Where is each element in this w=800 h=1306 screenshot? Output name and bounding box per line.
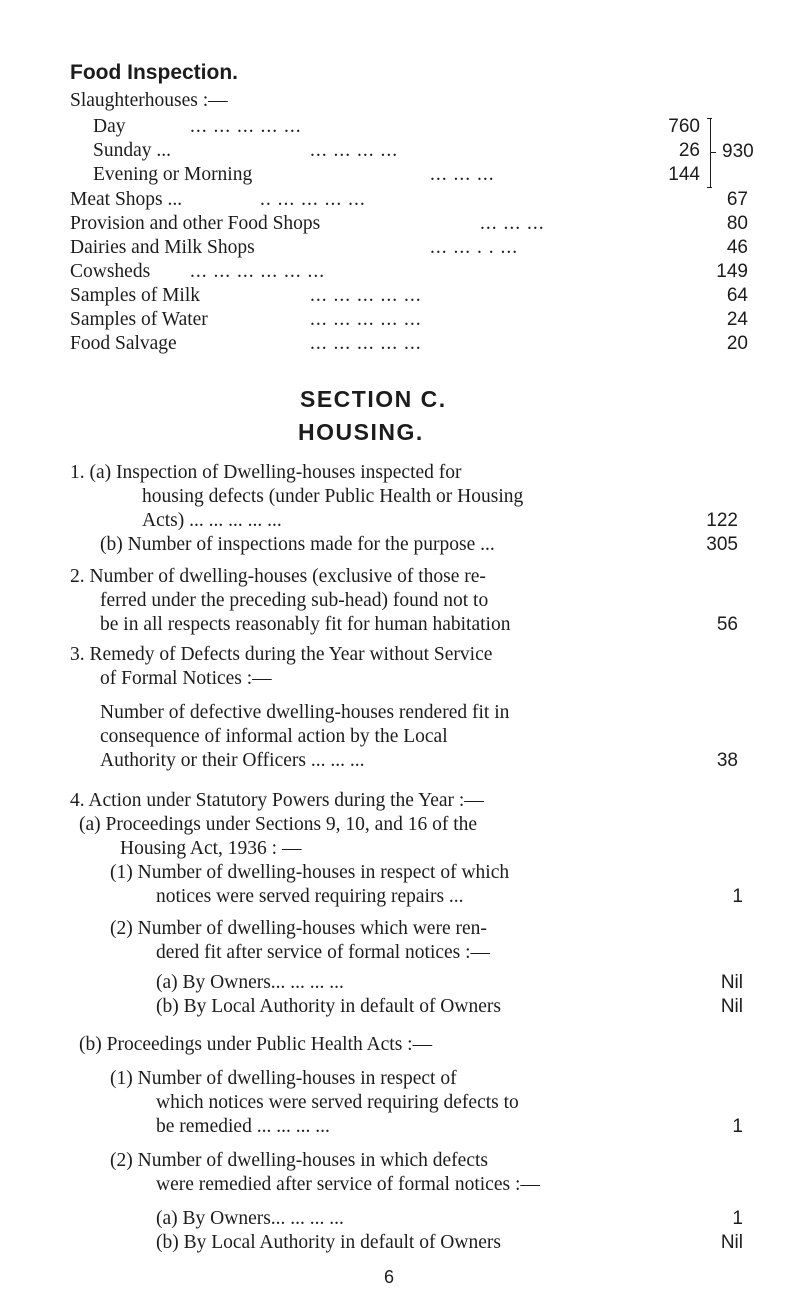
item-3-line-2: of Formal Notices :— [100,668,272,689]
item-4a1-value: 1 [732,886,743,907]
item-4b2a-value: 1 [732,1208,743,1229]
dairies-dots: ... ... . . ... [430,237,519,258]
item-4a1-line-1: (1) Number of dwelling-houses in respect of which [110,862,510,883]
item-4b1-value: 1 [732,1116,743,1137]
item-2-line-3: be in all respects reasonably fit for human habitation [100,614,511,635]
item-3-value: 38 [716,750,738,771]
page-number: 6 [384,1267,395,1287]
dairies-label: Dairies and Milk Shops [70,237,255,258]
item-4b1-line-1: (1) Number of dwelling-houses in respect of [110,1068,457,1089]
slaughter-row-evening-dots: ... ... ... [430,164,495,185]
cowsheds-label: Cowsheds [70,261,151,282]
provision-shops-label: Provision and other Food Shops [70,213,321,234]
item-4a-line-1: (a) Proceedings under Sections 9, 10, and 16 of the [79,814,478,835]
samples-water-value: 24 [726,309,748,330]
food-salvage-label: Food Salvage [70,333,177,354]
samples-milk-value: 64 [726,285,748,306]
item-4b2b-line: (b) By Local Authority in default of Owners [156,1232,501,1253]
item-4a2a-line: (a) By Owners... ... ... ... [156,972,344,993]
item-1a-line-2: housing defects (under Public Health or Housing [142,486,524,507]
item-4b2b-value: Nil [720,1232,743,1253]
item-1b-line: (b) Number of inspections made for the purpose ... [100,534,495,555]
meat-shops-label: Meat Shops ... [70,189,183,210]
samples-milk-label: Samples of Milk [70,285,200,306]
meat-shops-value: 67 [726,189,748,210]
slaughter-total-value: 930 [722,141,754,162]
item-4b-line-1: (b) Proceedings under Public Health Acts :— [79,1034,433,1055]
slaughter-row-sunday-value: 26 [678,140,700,161]
item-4b1-line-3: be remedied ... ... ... ... [156,1116,330,1137]
item-3-line-4: consequence of informal action by the Local [100,726,448,747]
slaughter-row-sunday-label: Sunday ... [93,140,171,161]
item-4b2-line-2: were remedied after service of formal notices :— [156,1174,540,1195]
slaughter-brace-point [710,152,716,153]
item-1a-line-1: 1. (a) Inspection of Dwelling-houses inspected for [70,462,462,483]
food-salvage-dots: ... ... ... ... ... [310,333,422,354]
item-3-line-3: Number of defective dwelling-houses rendered fit in [100,702,510,723]
item-1a-value: 122 [706,510,738,531]
food-salvage-value: 20 [726,333,748,354]
slaughter-row-sunday-dots: ... ... ... ... [310,140,399,161]
meat-shops-dots: .. ... ... ... ... [260,189,366,210]
samples-water-label: Samples of Water [70,309,208,330]
item-4a1-line-2: notices were served requiring repairs ... [156,886,464,907]
slaughter-row-day-label: Day [93,116,126,137]
item-4a2b-value: Nil [720,996,743,1017]
item-4a2b-line: (b) By Local Authority in default of Owners [156,996,501,1017]
item-4a2a-value: Nil [720,972,743,993]
slaughter-row-evening-label: Evening or Morning [93,164,253,185]
samples-water-dots: ... ... ... ... ... [310,309,422,330]
provision-shops-value: 80 [726,213,748,234]
item-4b1-line-2: which notices were served requiring defects to [156,1092,519,1113]
item-4b2a-line: (a) By Owners... ... ... ... [156,1208,344,1229]
item-3-line-1: 3. Remedy of Defects during the Year without Service [70,644,493,665]
item-4b2-line-1: (2) Number of dwelling-houses in which defects [110,1150,488,1171]
samples-milk-dots: ... ... ... ... ... [310,285,422,306]
provision-shops-dots: ... ... ... [480,213,545,234]
slaughter-row-day-value: 760 [668,116,700,137]
item-4a-line-2: Housing Act, 1936 : — [120,838,302,859]
section-subtitle: HOUSING. [298,419,424,445]
item-3-line-5: Authority or their Officers ... ... ... [100,750,365,771]
item-2-line-1: 2. Number of dwelling-houses (exclusive of those re- [70,566,486,587]
item-2-line-2: ferred under the preceding sub-head) found not to [100,590,489,611]
section-title: SECTION C. [300,386,447,412]
item-4-line-1: 4. Action under Statutory Powers during the Year :— [70,790,484,811]
slaughter-row-day-dots: ... ... ... ... ... [190,116,302,137]
cowsheds-dots: ... ... ... ... ... ... [190,261,326,282]
slaughterhouses-label: Slaughterhouses :— [70,90,228,111]
dairies-value: 46 [726,237,748,258]
slaughter-brace [702,118,711,188]
item-4a2-line-1: (2) Number of dwelling-houses which were ren- [110,918,487,939]
item-4a2-line-2: dered fit after service of formal notices :— [156,942,491,963]
food-inspection-title: Food Inspection. [70,61,238,84]
slaughter-row-evening-value: 144 [668,164,700,185]
cowsheds-value: 149 [716,261,748,282]
item-1b-value: 305 [706,534,738,555]
item-2-value: 56 [716,614,738,635]
item-1a-line-3: Acts) ... ... ... ... ... [142,510,282,531]
